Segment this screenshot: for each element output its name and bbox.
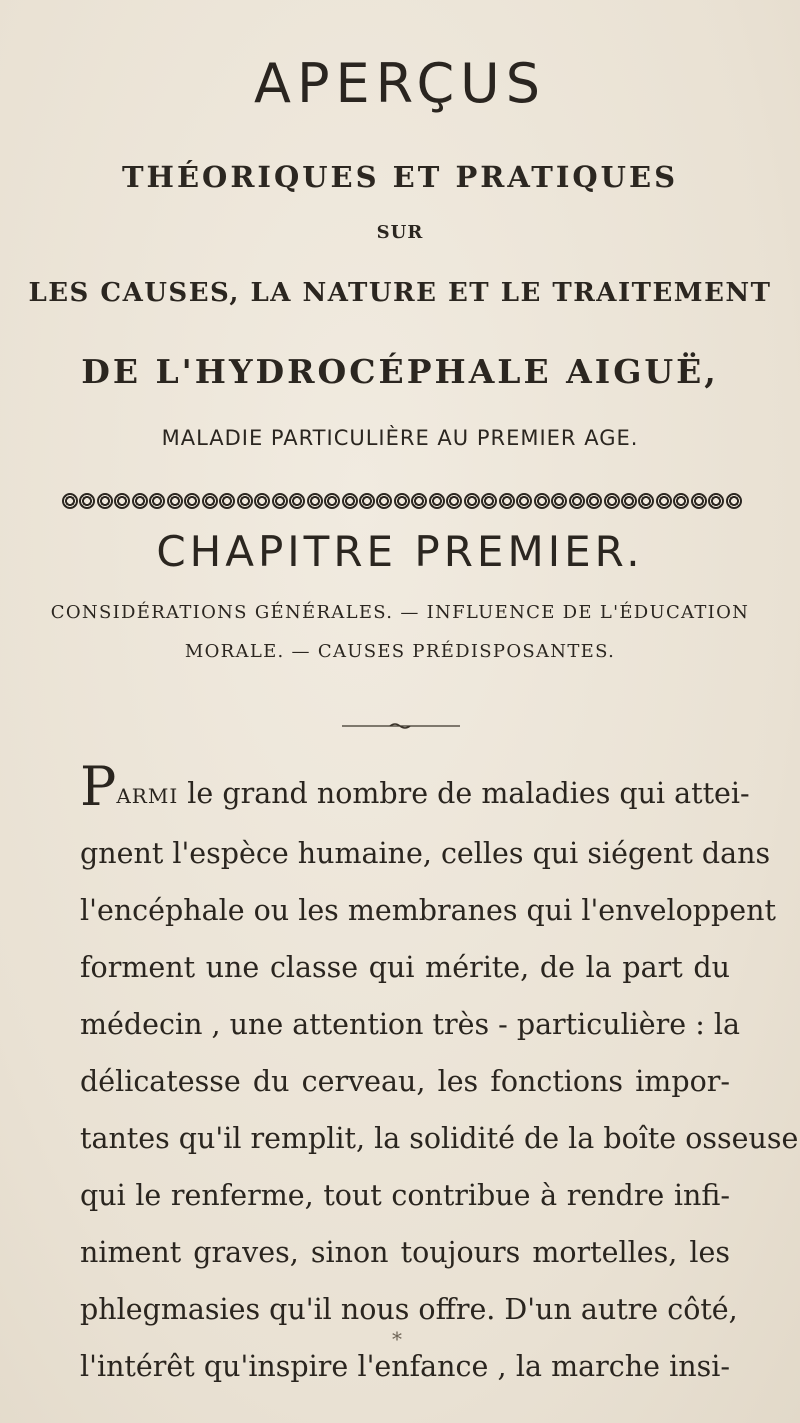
drop-cap-continuation: ARMI (116, 784, 179, 808)
ornament-circle-icon (149, 493, 165, 509)
title-line-age: MALADIE PARTICULIÈRE AU PREMIER AGE. (161, 426, 639, 450)
ornament-circle-icon (446, 493, 462, 509)
ornament-circle-icon (184, 493, 200, 509)
body-line-6: délicatesse du cerveau, les fonctions impor- (80, 1065, 730, 1098)
ornament-circle-icon (726, 493, 742, 509)
ornament-circle-icon (638, 493, 654, 509)
body-line-9: niment graves, sinon toujours mortelles, les (80, 1236, 730, 1269)
ornament-circle-icon (499, 493, 515, 509)
body-line-5: médecin , une attention très - particulière : la (80, 1008, 740, 1041)
ornament-circle-icon (708, 493, 724, 509)
ornament-circle-icon (202, 493, 218, 509)
ornament-circle-icon (359, 493, 375, 509)
chapter-subheading-1: CONSIDÉRATIONS GÉNÉRALES. — INFLUENCE DE L'ÉDUCATION (50, 602, 750, 623)
title-line-hydrocephalus: DE L'HYDROCÉPHALE AIGUË, (81, 352, 719, 391)
ornament-circle-icon (464, 493, 480, 509)
ornament-circle-icon (132, 493, 148, 509)
subtitle: THÉORIQUES ET PRATIQUES (121, 160, 679, 194)
body-line-2: gnent l'espèce humaine, celles qui siégent dans (80, 837, 771, 870)
ornament-circle-icon (79, 493, 95, 509)
signature-mark: * (392, 1327, 402, 1351)
main-title: APERÇUS (254, 52, 546, 115)
ornament-circle-icon (481, 493, 497, 509)
ornament-circle-icon (394, 493, 410, 509)
body-paragraph (80, 755, 799, 1395)
body-line-3: l'encéphale ou les membranes qui l'enveloppent (80, 894, 776, 927)
ornament-circle-icon (569, 493, 585, 509)
ornament-circle-icon (411, 493, 427, 509)
ornament-circle-icon (673, 493, 689, 509)
ornament-circle-icon (376, 493, 392, 509)
ornament-circle-icon (429, 493, 445, 509)
body-line-11: l'intérêt qu'inspire l'enfance , la marche insi- (80, 1350, 730, 1383)
ornament-circle-icon (691, 493, 707, 509)
ornament-circle-icon (324, 493, 340, 509)
ornament-circle-icon (621, 493, 637, 509)
title-connector: SUR (376, 222, 424, 243)
ornament-circle-icon (97, 493, 113, 509)
ornament-circle-icon (167, 493, 183, 509)
circle-chain-ornament (62, 489, 742, 513)
body-line-text: le grand nombre de maladies qui attei- (178, 777, 750, 810)
body-line-10: phlegmasies qu'il nous offre. D'un autre côté, (80, 1293, 738, 1326)
ornament-circle-icon (254, 493, 270, 509)
chapter-title: CHAPITRE PREMIER. (156, 527, 644, 576)
title-line-causes: LES CAUSES, LA NATURE ET LE TRAITEMENT (28, 278, 772, 308)
ornament-circle-icon (114, 493, 130, 509)
body-line-8: qui le renferme, tout contribue à rendre infi- (80, 1179, 730, 1212)
ornament-circle-icon (237, 493, 253, 509)
body-line-4: forment une classe qui mérite, de la part du (80, 951, 730, 984)
ornament-circle-icon (272, 493, 288, 509)
drop-cap: P (80, 755, 117, 818)
body-line-1 (80, 755, 750, 825)
ornament-circle-icon (534, 493, 550, 509)
ornament-circle-icon (62, 493, 78, 509)
decorative-rule-icon (342, 722, 460, 730)
ornament-circle-icon (656, 493, 672, 509)
ornament-circle-icon (551, 493, 567, 509)
ornament-circle-icon (219, 493, 235, 509)
ornament-circle-icon (516, 493, 532, 509)
ornament-circle-icon (342, 493, 358, 509)
ornament-circle-icon (289, 493, 305, 509)
ornament-circle-icon (604, 493, 620, 509)
body-line-7: tantes qu'il remplit, la solidité de la boîte osseuse (80, 1122, 799, 1155)
ornament-circle-icon (307, 493, 323, 509)
ornament-circle-icon (586, 493, 602, 509)
chapter-subheading-2: MORALE. — CAUSES PRÉDISPOSANTES. (184, 641, 616, 662)
